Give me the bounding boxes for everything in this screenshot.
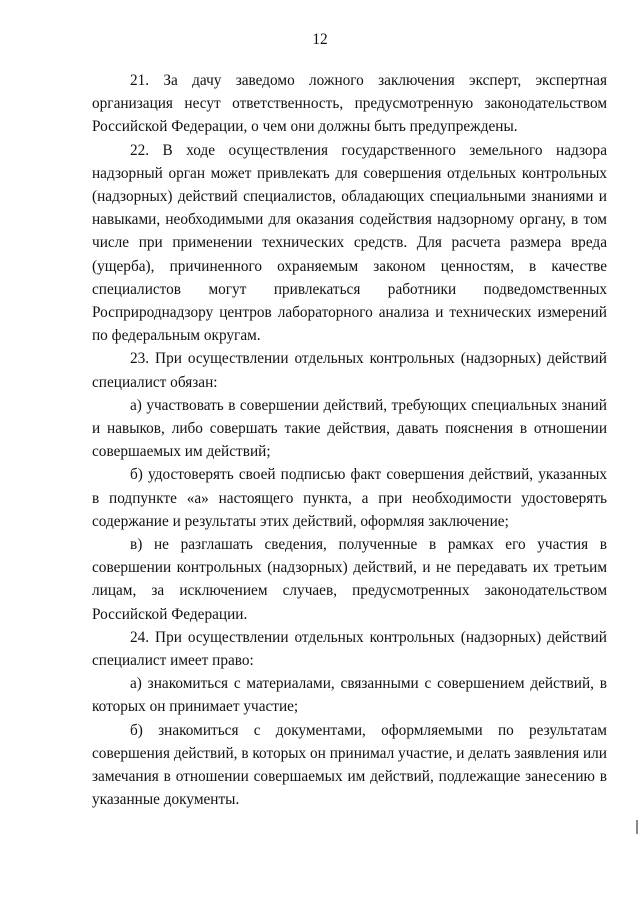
document-body	[92, 69, 607, 812]
paragraph-22: 22. В ходе осуществления государственного земельного надзора надзорный орган может привлекать для совершения отдельных контрольных (надзорных) действий специалистов, обладающих специальными знаниями и навыками, необходимыми для оказания содействия надзорному органу, в том числе при применении технических средств. Для расчета размера вреда (ущерба), причиненного охраняемым законом ценностям, в качестве специалистов могут привлекаться работники подведомственных Росприроднадзору центров лабораторного анализа и технических измерений по федеральным округам.	[92, 141, 607, 345]
paragraph-23: 23. При осуществлении отдельных контрольных (надзорных) действий специалист обязан:	[92, 350, 607, 391]
paragraph-23-a: а) участвовать в совершении действий, требующих специальных знаний и навыков, либо совершать такие действия, давать пояснения в отношении совершаемых им действий;	[92, 396, 607, 461]
scan-artifact-mark	[636, 820, 638, 834]
paragraph-23-v: в) не разглашать сведения, полученные в рамках его участия в совершении контрольных (надзорных) действий, и не передавать их третьим лицам, за исключением случаев, предусмотренных законодательством Российской Федерации.	[92, 536, 607, 623]
paragraph-24: 24. При осуществлении отдельных контрольных (надзорных) действий специалист имеет право:	[92, 628, 607, 670]
paragraph-21: 21. За дачу заведомо ложного заключения эксперт, экспертная организация несут ответственность, предусмотренную законодательством Российской Федерации, о чем они должны быть предупреждены.	[92, 72, 607, 136]
paragraph-23-b: б) удостоверять своей подписью факт совершения действий, указанных в подпункте «а» настоящего пункта, а при необходимости удостоверять содержание и результаты этих действий, оформляя заключение;	[92, 466, 607, 530]
paragraph-24-a: а) знакомиться с материалами, связанными с совершением действий, в которых он принимает участие;	[92, 675, 607, 716]
page-number: 12	[312, 31, 328, 48]
paragraph-24-b: б) знакомиться с документами, оформляемыми по результатам совершения действий, в которых он принимал участие, и делать заявления или замечания в отношении совершаемых им действий, подлежащие занесению в указанные документы.	[92, 721, 607, 809]
